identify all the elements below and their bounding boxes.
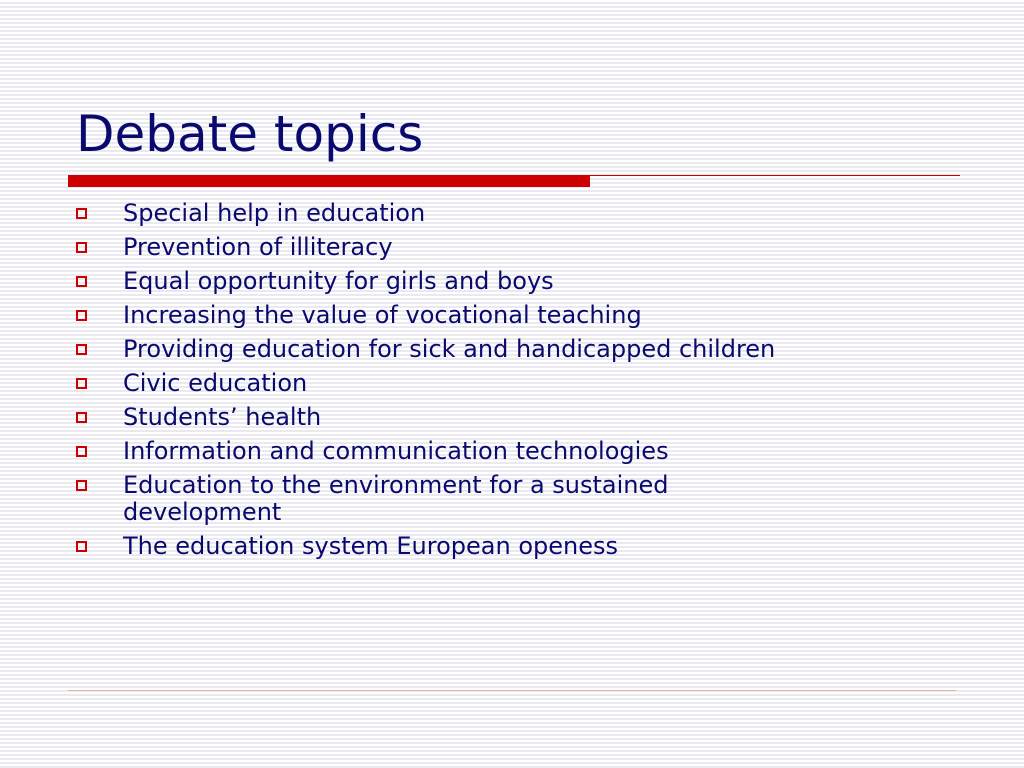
bullet-text: Increasing the value of vocational teaching [123, 301, 642, 329]
list-item [76, 370, 956, 397]
hollow-square-icon [76, 378, 87, 389]
bullet-text: Civic education [123, 369, 308, 397]
hollow-square-icon [76, 276, 87, 287]
list-item [76, 234, 956, 261]
list-item [76, 336, 956, 363]
list-item [76, 472, 956, 526]
hollow-square-icon [76, 208, 87, 219]
list-item [76, 438, 956, 465]
title-underline-thin [590, 175, 960, 176]
bullet-text: Students’ health [123, 403, 322, 431]
hollow-square-icon [76, 310, 87, 321]
title-underline-thick [68, 175, 590, 187]
bullet-text: Special help in education [123, 199, 426, 227]
bullet-text: The education system European openess [123, 532, 618, 560]
hollow-square-icon [76, 344, 87, 355]
bullet-text: Information and communication technologies [123, 437, 669, 465]
hollow-square-icon [76, 412, 87, 423]
list-item [76, 404, 956, 431]
slide-title: Debate topics [76, 105, 424, 163]
hollow-square-icon [76, 242, 87, 253]
list-item [76, 302, 956, 329]
hollow-square-icon [76, 446, 87, 457]
list-item [76, 200, 956, 227]
bullet-text: Providing education for sick and handicapped children [123, 335, 776, 363]
footer-divider [68, 690, 956, 691]
bullet-list [76, 200, 956, 567]
list-item [76, 268, 956, 295]
bullet-text: Equal opportunity for girls and boys [123, 267, 554, 295]
bullet-text: Education to the environment for a sustained development [123, 471, 669, 526]
hollow-square-icon [76, 541, 87, 552]
list-item [76, 533, 956, 560]
hollow-square-icon [76, 480, 87, 491]
bullet-text: Prevention of illiteracy [123, 233, 393, 261]
